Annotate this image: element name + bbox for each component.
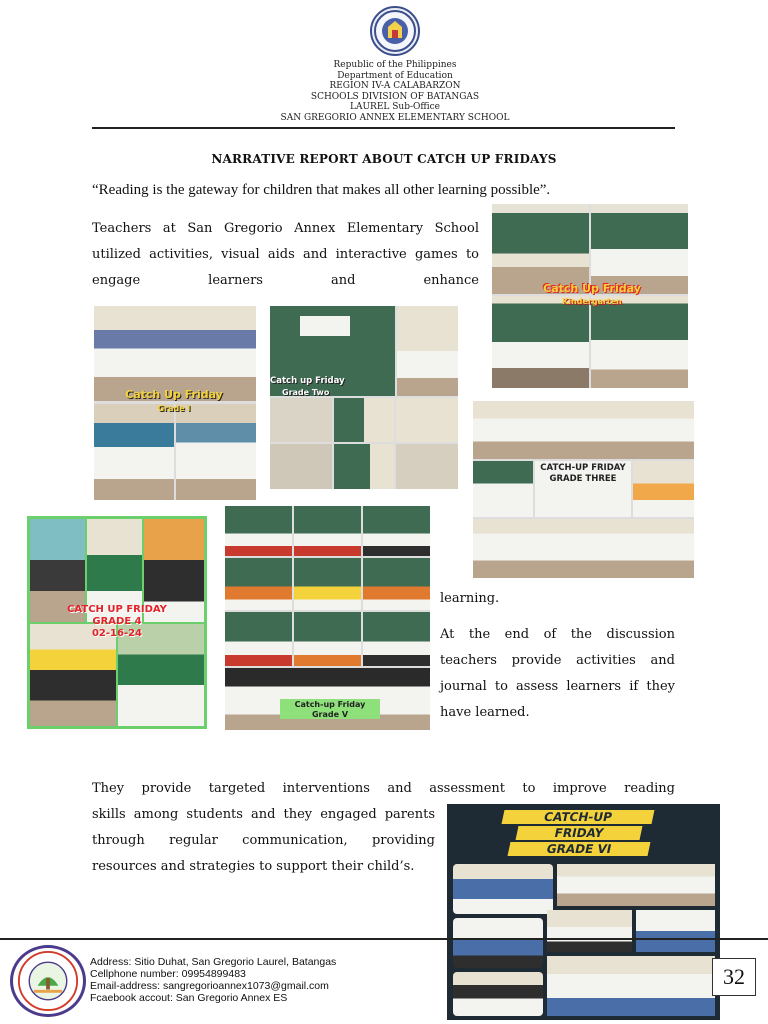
paragraph-activities: Teachers at San Gregorio Annex Elementary School utilized activities, visual aids and interactive games to engage learners and enhance [92, 221, 479, 288]
grade4-label-line1: CATCH UP FRIDAY [67, 604, 167, 615]
grade1-label-line1: Catch Up Friday [125, 388, 223, 401]
header-line-republic: Republic of the Philippines [333, 60, 457, 70]
seal-emblem-icon [373, 9, 417, 53]
school-emblem-icon [15, 950, 81, 1012]
kinder-label-line2: Kindergarten [562, 297, 622, 306]
paragraph-learning: learning. [440, 591, 500, 606]
letterhead [200, 60, 590, 123]
grade6-label-line1: CATCH-UP [502, 810, 655, 824]
photo-grade1 [94, 306, 256, 500]
photo-grade2 [270, 306, 458, 489]
footer-email: Email-address: sangregorioannex1073@gmail.com [90, 980, 329, 992]
header-line-division: SCHOOLS DIVISION OF BATANGAS [310, 91, 480, 102]
header-line-region: REGION IV-A CALABARZON [329, 81, 461, 91]
header-line-school: SAN GREGORIO ANNEX ELEMENTARY SCHOOL [280, 112, 510, 123]
page-number: 32 [712, 958, 756, 996]
footer-contact [90, 956, 336, 1004]
footer-divider [0, 938, 768, 940]
kinder-label-line1: Catch Up Friday [543, 282, 641, 295]
footer-cellphone: Cellphone number: 09954899483 [90, 968, 246, 980]
footer-address: Address: Sitio Duhat, San Gregorio Laurel, Batangas [90, 956, 337, 968]
grade4-label-line2: GRADE 4 [92, 616, 142, 627]
grade2-label-line1: Catch up Friday [270, 376, 345, 386]
grade6-label-line2: FRIDAY [516, 826, 643, 840]
page-title: NARRATIVE REPORT ABOUT CATCH UP FRIDAYS [211, 152, 557, 166]
photo-grade5 [225, 506, 430, 730]
grade6-label-line3: GRADE VI [508, 842, 651, 856]
grade5-label-line1: Catch-up Friday [280, 699, 380, 710]
grade3-label-line1: CATCH-UP FRIDAY [540, 463, 626, 473]
photo-grade6 [447, 804, 720, 1020]
interventions-line1: They provide targeted interventions and assessment to improve reading [92, 781, 675, 796]
photo-grade4 [27, 516, 207, 729]
paragraph-assessment: At the end of the discussion teachers provide activities and journal to assess learners if they have learned. [440, 627, 675, 720]
grade5-label-line2: Grade V [280, 710, 380, 719]
photo-kindergarten [492, 204, 688, 388]
footer-facebook: Fcaebook accout: San Gregorio Annex ES [90, 992, 288, 1004]
deped-seal-logo [370, 6, 420, 56]
grade3-label-line2: GRADE THREE [549, 474, 617, 484]
quote-text: “Reading is the gateway for children that makes all other learning possible”. [92, 182, 551, 198]
header-divider [92, 127, 675, 129]
header-line-deped: Department of Education [337, 70, 453, 81]
grade2-label-line2: Grade Two [282, 388, 330, 397]
grade4-label-line3: 02-16-24 [91, 628, 143, 639]
header-line-suboffice: LAUREL Sub-Office [349, 102, 441, 112]
grade1-label-line2: Grade I [157, 404, 191, 413]
photo-grade3 [473, 401, 694, 578]
school-logo [10, 945, 86, 1017]
interventions-rest: skills among students and they engaged parents through regular communication, providing resources and strategies to support their child’s. [92, 807, 435, 874]
